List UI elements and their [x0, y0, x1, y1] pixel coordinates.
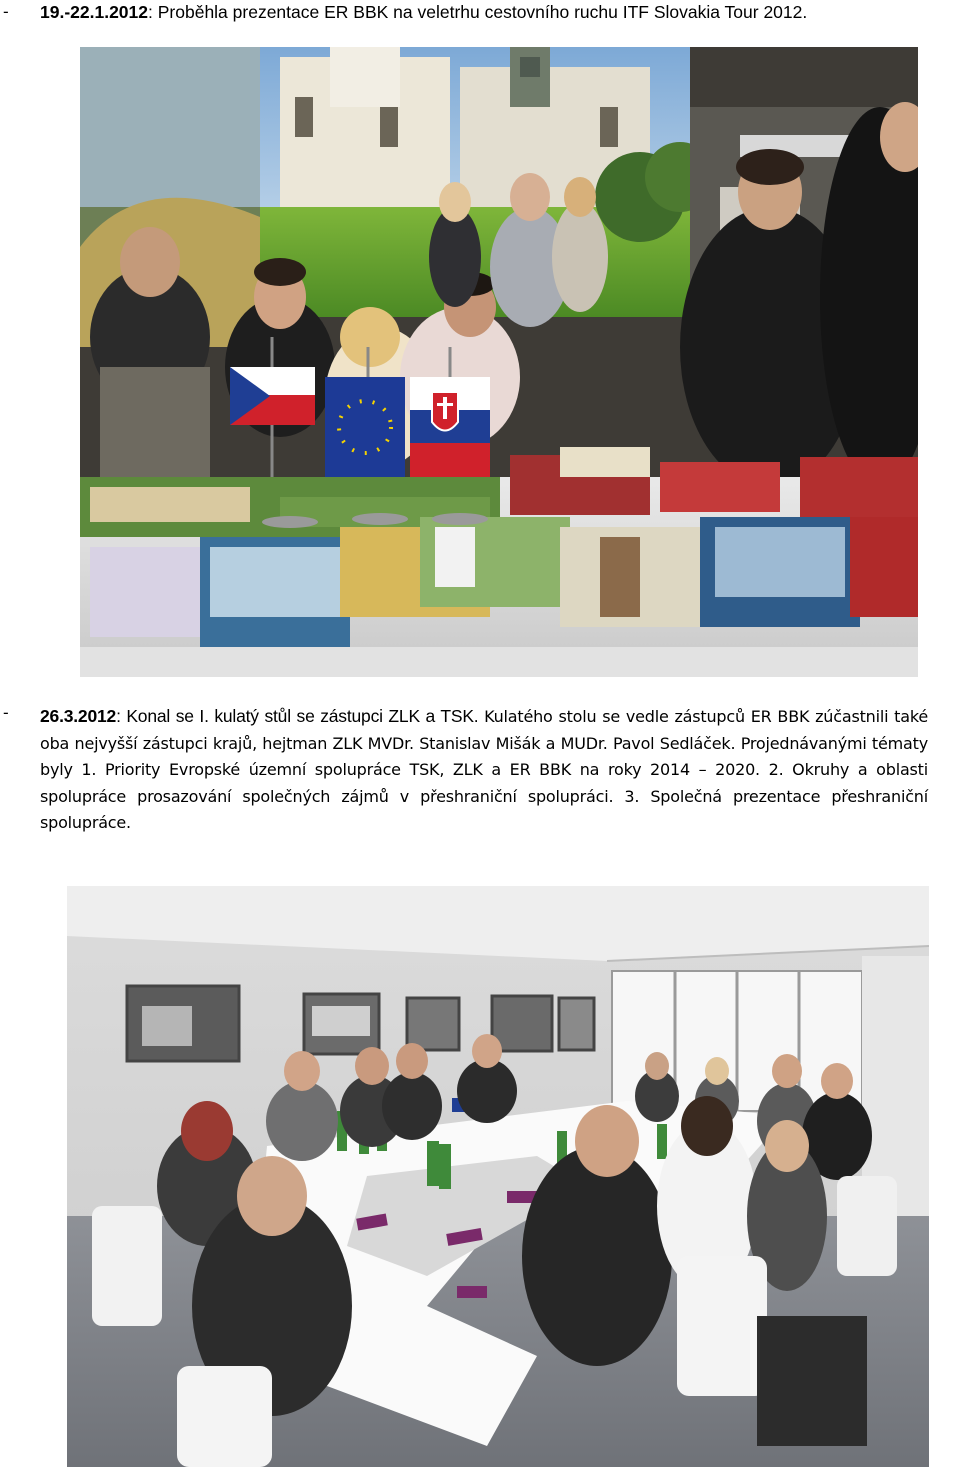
photo-travel-fair-drawing [80, 47, 918, 677]
bullet-dash: - [3, 2, 9, 21]
photo-round-table-meeting [67, 886, 929, 1467]
item-description: Kulatého stolu se vedle zástupců ER BBK zúčastnili také oba nejvyšší zástupci krajů, hejtman ZLK MVDr. Stanislav Mišák a MUDr. Pavol Sedláček. Projednávanými tématy byly 1. Priority Evropské územní spolupráce TSK, ZLK a ER BBK na roky 2014 – 2020. 2. Okruhy a oblasti spolupráce prosazování společných zájmů v přeshraniční spolupráci. 3. Společná prezentace přeshraniční spolupráce. [40, 707, 928, 832]
item-description: : Proběhla prezentace ER BBK na veletrhu cestovního ruchu ITF Slovakia Tour 2012. [148, 2, 808, 22]
item-fair [0, 2, 960, 28]
item-date: 19.-22.1.2012 [40, 2, 149, 22]
item-date: 26.3.2012 [40, 706, 117, 726]
photo-round-table-meeting-drawing [67, 886, 929, 1467]
item-text [40, 2, 807, 23]
bullet-dash: - [3, 703, 9, 722]
item-round-table [0, 703, 960, 843]
item-paragraph [40, 703, 928, 837]
item-lead: : Konal se I. kulatý stůl se zástupci ZLK a TSK. [116, 706, 485, 726]
photo-travel-fair [80, 47, 918, 677]
